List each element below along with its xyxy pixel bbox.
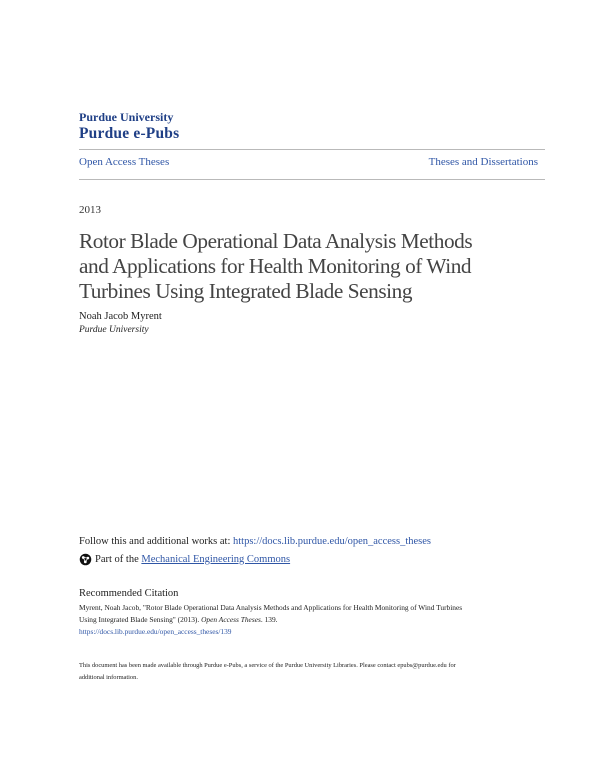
collection-url-link[interactable]: https://docs.lib.purdue.edu/open_access_theses xyxy=(233,536,431,547)
document-title xyxy=(79,229,549,304)
partof-line xyxy=(95,554,290,565)
author-name: Noah Jacob Myrent xyxy=(79,311,162,322)
citation-url-link[interactable]: https://docs.lib.purdue.edu/open_access_theses/139 xyxy=(79,627,232,636)
citation-series-name: Open Access Theses xyxy=(201,615,261,624)
theses-and-dissertations-link[interactable]: Theses and Dissertations xyxy=(428,156,538,168)
nav-divider xyxy=(79,179,545,180)
citation-line-2 xyxy=(79,614,549,626)
partof-label: Part of the xyxy=(95,553,139,565)
top-divider xyxy=(79,149,545,150)
citation-text xyxy=(79,602,549,638)
follow-label: Follow this and additional works at: xyxy=(79,536,231,547)
partof-row xyxy=(79,551,290,567)
follow-line xyxy=(79,536,431,547)
title-line: and Applications for Health Monitoring of Wind xyxy=(79,254,472,278)
citation-line-2-start: Using Integrated Blade Sensing" (2013). xyxy=(79,615,202,624)
university-name[interactable]: Purdue University xyxy=(79,110,174,124)
title-line: Rotor Blade Operational Data Analysis Methods xyxy=(79,229,473,253)
citation-url-line xyxy=(79,626,549,638)
institution-header xyxy=(79,110,179,143)
repository-name[interactable]: Purdue e-Pubs xyxy=(79,125,180,142)
citation-line-1: Myrent, Noah Jacob, "Rotor Blade Operational Data Analysis Methods and Applications for Health Monitoring of Wind Turbines xyxy=(79,603,463,612)
commons-network-icon xyxy=(79,553,92,566)
open-access-theses-link[interactable]: Open Access Theses xyxy=(79,156,170,168)
author-affiliation: Purdue University xyxy=(79,325,149,335)
publication-year: 2013 xyxy=(79,204,101,216)
title-line: Turbines Using Integrated Blade Sensing xyxy=(79,279,413,303)
citation-line-2-end: . 139. xyxy=(260,615,278,624)
recommended-citation-heading: Recommended Citation xyxy=(79,588,179,599)
availability-notice xyxy=(79,660,549,684)
mechanical-engineering-commons-link[interactable]: Mechanical Engineering Commons xyxy=(141,553,291,565)
notice-line-1: This document has been made available through Purdue e-Pubs, a service of the Purdue University Libraries. Please contact epubs@purdue.edu for xyxy=(79,662,456,669)
notice-line-2: additional information. xyxy=(79,674,138,681)
